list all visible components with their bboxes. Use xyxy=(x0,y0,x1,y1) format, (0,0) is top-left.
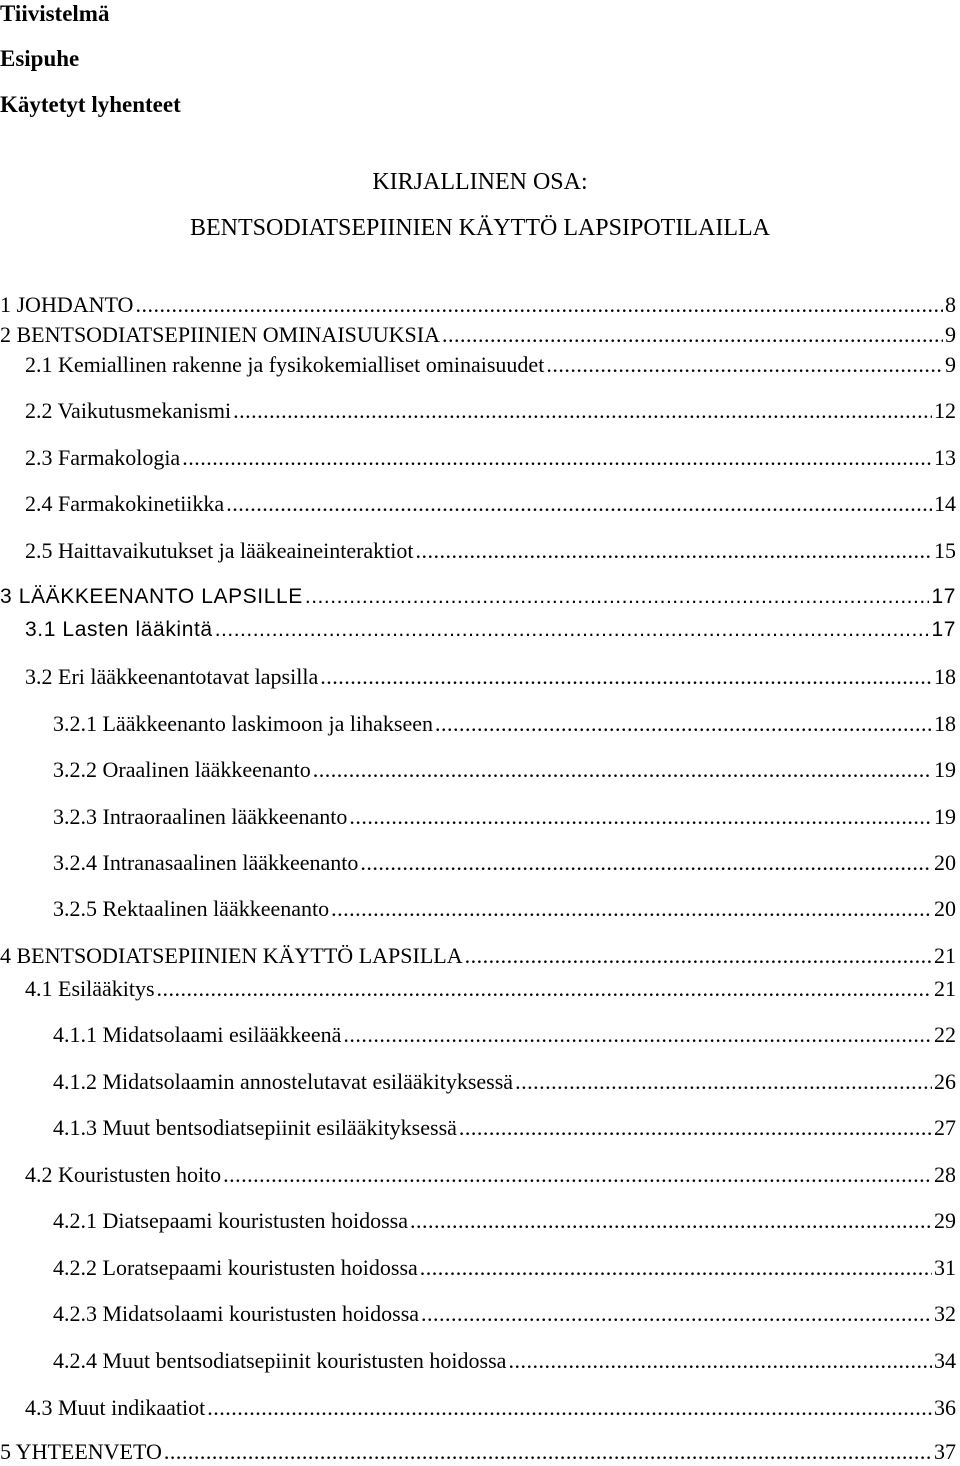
toc-dot-leader xyxy=(215,619,930,640)
toc-entry-page: 9 xyxy=(945,352,956,377)
toc-entry-label: 4.1 Esilääkitys xyxy=(25,976,155,1001)
toc-entry-page: 37 xyxy=(934,1439,956,1464)
toc-dot-leader xyxy=(313,759,932,781)
toc-entry-label: 4.2.1 Diatsepaami kouristusten hoidossa xyxy=(53,1208,409,1233)
toc-entry-label: 3.1 Lasten lääkintä xyxy=(25,618,213,641)
toc-dot-leader xyxy=(421,1303,932,1325)
toc-entry-label: 2.1 Kemiallinen rakenne ja fysikokemialliset ominaisuudet xyxy=(25,352,545,377)
toc-entry-label: 2 BENTSODIATSEPIINIEN OMINAISUUKSIA xyxy=(0,322,440,347)
toc-entry-label: 2.3 Farmakologia xyxy=(25,445,181,470)
toc-entry-label: 3.2.5 Rektaalinen lääkkeenanto xyxy=(53,896,330,921)
toc-entry-4-1-2[interactable] xyxy=(53,1071,956,1095)
toc-dot-leader xyxy=(410,1210,932,1232)
toc-entry-label: 3.2.2 Oraalinen lääkkeenanto xyxy=(53,757,311,782)
toc-entry-page: 9 xyxy=(945,322,956,347)
toc-dot-leader xyxy=(223,1164,932,1186)
toc-dot-leader xyxy=(164,1441,932,1463)
toc-entry-3-2-1[interactable] xyxy=(53,713,956,737)
toc-entry-4-1[interactable] xyxy=(25,978,956,1002)
toc-entry-page: 18 xyxy=(934,711,956,736)
toc-dot-leader xyxy=(349,806,932,828)
toc-dot-leader xyxy=(508,1350,932,1372)
toc-entry-page: 14 xyxy=(934,491,956,516)
front-matter-abstract: Tiivistelmä xyxy=(0,1,110,26)
toc-dot-leader xyxy=(320,666,932,688)
toc-dot-leader xyxy=(459,1117,932,1139)
toc-entry-5[interactable] xyxy=(0,1441,956,1465)
toc-dot-leader xyxy=(420,1257,932,1279)
toc-entry-page: 27 xyxy=(934,1115,956,1140)
toc-entry-label: 3.2 Eri lääkkeenantotavat lapsilla xyxy=(25,664,319,689)
toc-entry-3-2[interactable] xyxy=(25,666,956,690)
toc-entry-page: 31 xyxy=(934,1255,956,1280)
section-title-line1: KIRJALLINEN OSA: xyxy=(372,169,588,195)
toc-dot-leader xyxy=(435,713,932,735)
toc-dot-leader xyxy=(360,852,932,874)
toc-entry-page: 17 xyxy=(931,618,956,641)
toc-entry-4-2-4[interactable] xyxy=(53,1350,956,1374)
toc-entry-label: 4.2.3 Midatsolaami kouristusten hoidossa xyxy=(53,1301,420,1326)
toc-entry-4-1-1[interactable] xyxy=(53,1024,956,1048)
toc-dot-leader xyxy=(305,586,930,607)
toc-dot-leader xyxy=(465,945,932,967)
toc-entry-page: 8 xyxy=(945,292,956,317)
toc-entry-3[interactable] xyxy=(0,586,956,610)
front-matter-abbreviations: Käytetyt lyhenteet xyxy=(0,92,181,117)
toc-entry-4-2-1[interactable] xyxy=(53,1210,956,1234)
toc-dot-leader xyxy=(416,540,932,562)
toc-entry-label: 3.2.4 Intranasaalinen lääkkeenanto xyxy=(53,850,359,875)
toc-entry-2-4[interactable] xyxy=(25,493,956,517)
toc-entry-4-1-3[interactable] xyxy=(53,1117,956,1141)
toc-entry-label: 4.1.2 Midatsolaamin annostelutavat esilääkityksessä xyxy=(53,1069,514,1094)
toc-entry-2-5[interactable] xyxy=(25,540,956,564)
toc-entry-label: 1 JOHDANTO xyxy=(0,292,134,317)
front-matter-preface: Esipuhe xyxy=(0,46,80,71)
toc-entry-2-2[interactable] xyxy=(25,400,956,424)
toc-entry-label: 3.2.3 Intraoraalinen lääkkeenanto xyxy=(53,804,348,829)
toc-entry-1[interactable] xyxy=(0,294,956,318)
toc-entry-3-2-4[interactable] xyxy=(53,852,956,876)
toc-entry-page: 13 xyxy=(934,445,956,470)
toc-entry-label: 4.3 Muut indikaatiot xyxy=(25,1395,206,1420)
toc-entry-page: 21 xyxy=(934,943,956,968)
toc-dot-leader xyxy=(182,447,932,469)
toc-entry-label: 2.2 Vaikutusmekanismi xyxy=(25,398,232,423)
toc-entry-page: 21 xyxy=(934,976,956,1001)
toc-entry-page: 34 xyxy=(934,1348,956,1373)
toc-entry-page: 36 xyxy=(934,1395,956,1420)
toc-entry-label: 3.2.1 Lääkkeenanto laskimoon ja lihakseen xyxy=(53,711,433,736)
toc-entry-page: 20 xyxy=(934,850,956,875)
toc-dot-leader xyxy=(442,324,943,346)
toc-entry-label: 4.1.3 Muut bentsodiatsepiinit esilääkityksessä xyxy=(53,1115,457,1140)
toc-dot-leader xyxy=(207,1397,932,1419)
toc-entry-page: 20 xyxy=(934,896,956,921)
toc-entry-3-1[interactable] xyxy=(25,619,956,643)
toc-entry-2-3[interactable] xyxy=(25,447,956,471)
toc-dot-leader xyxy=(546,354,943,376)
toc-dot-leader xyxy=(233,400,932,422)
toc-dot-leader xyxy=(135,294,943,316)
toc-entry-page: 26 xyxy=(934,1069,956,1094)
toc-entry-page: 19 xyxy=(934,757,956,782)
toc-entry-4-2-2[interactable] xyxy=(53,1257,956,1281)
toc-entry-label: 2.4 Farmakokinetiikka xyxy=(25,491,225,516)
toc-entry-page: 28 xyxy=(934,1162,956,1187)
toc-entry-page: 29 xyxy=(934,1208,956,1233)
section-title-line2: BENTSODIATSEPIINIEN KÄYTTÖ LAPSIPOTILAILLA xyxy=(190,215,770,241)
toc-dot-leader xyxy=(331,898,932,920)
toc-entry-label: 2.5 Haittavaikutukset ja lääkeaineinteraktiot xyxy=(25,538,414,563)
toc-entry-2[interactable] xyxy=(0,324,956,348)
toc-entry-label: 4 BENTSODIATSEPIINIEN KÄYTTÖ LAPSILLA xyxy=(0,943,463,968)
toc-entry-label: 4.2.2 Loratsepaami kouristusten hoidossa xyxy=(53,1255,418,1280)
toc-entry-label: 4.2.4 Muut bentsodiatsepiinit kouristusten hoidossa xyxy=(53,1348,507,1373)
toc-entry-page: 32 xyxy=(934,1301,956,1326)
toc-entry-4-2-3[interactable] xyxy=(53,1303,956,1327)
toc-entry-4-3[interactable] xyxy=(25,1397,956,1421)
toc-entry-3-2-5[interactable] xyxy=(53,898,956,922)
toc-dot-leader xyxy=(226,493,932,515)
toc-entry-page: 12 xyxy=(934,398,956,423)
toc-entry-page: 18 xyxy=(934,664,956,689)
toc-entry-page: 22 xyxy=(934,1022,956,1047)
toc-dot-leader xyxy=(343,1024,932,1046)
toc-entry-page: 17 xyxy=(931,585,956,608)
toc-entry-2-1[interactable] xyxy=(25,354,956,378)
toc-dot-leader xyxy=(157,978,932,1000)
toc-entry-label: 5 YHTEENVETO xyxy=(0,1439,162,1464)
toc-entry-label: 4.2 Kouristusten hoito xyxy=(25,1162,222,1187)
toc-entry-3-2-3[interactable] xyxy=(53,806,956,830)
toc-entry-3-2-2[interactable] xyxy=(53,759,956,783)
toc-dot-leader xyxy=(515,1071,932,1093)
toc-entry-page: 15 xyxy=(934,538,956,563)
toc-entry-4-2[interactable] xyxy=(25,1164,956,1188)
toc-entry-label: 4.1.1 Midatsolaami esilääkkeenä xyxy=(53,1022,342,1047)
toc-entry-page: 19 xyxy=(934,804,956,829)
toc-entry-4[interactable] xyxy=(0,945,956,969)
toc-entry-label: 3 LÄÄKKEENANTO LAPSILLE xyxy=(0,585,303,608)
